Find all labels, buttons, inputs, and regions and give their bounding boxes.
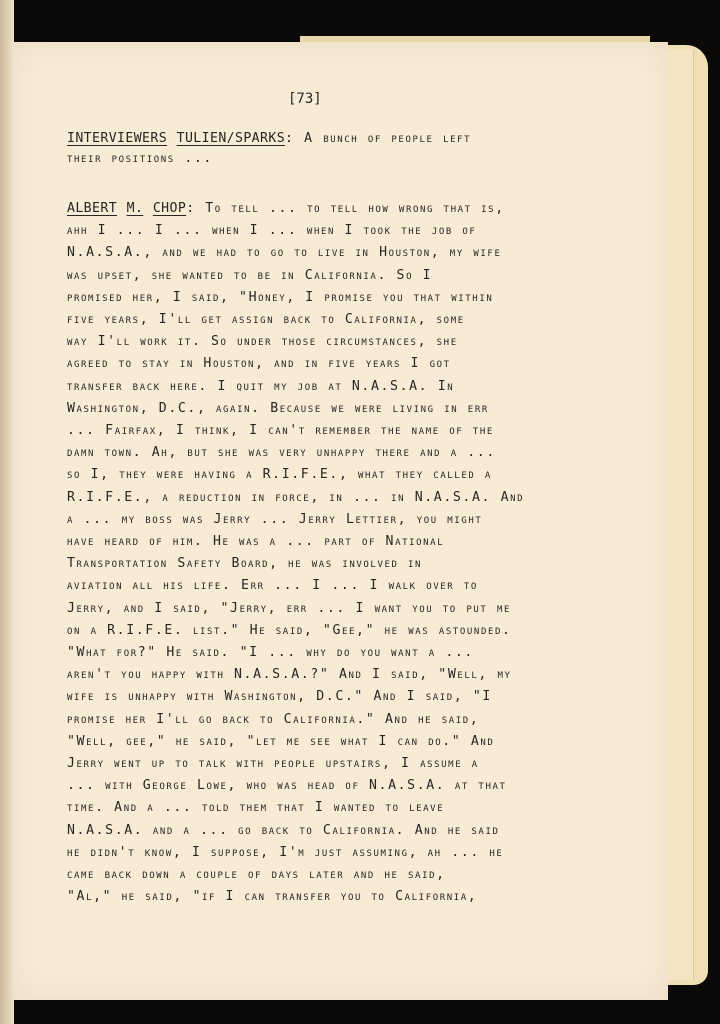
line-text: came back down a couple of days later and he said, <box>67 867 446 882</box>
transcript-line <box>67 533 444 551</box>
transcript-line <box>67 444 496 462</box>
line-text: "Well, gee," he said, "let me see what I can do." And <box>67 733 495 749</box>
transcript-line <box>67 400 489 418</box>
transcript-line <box>67 622 512 640</box>
transcript-line <box>67 511 482 529</box>
line-text: : To tell ... to tell how wrong that is, <box>186 201 505 216</box>
line-text: was upset, she wanted to be in California. So I <box>67 267 433 283</box>
line-text: N.A.S.A., and we had to go to live in Houston, my wife <box>67 245 502 261</box>
line-text: time. And a ... told them that I wanted to leave <box>67 800 445 816</box>
line-text: he didn't know, I suppose, I'm just assuming, ah ... he <box>67 844 504 860</box>
line-text: Jerry, and I said, "Jerry, err ... I want you to put me <box>67 600 511 616</box>
line-text: promise her I'll go back to California." And he said, <box>67 711 480 727</box>
transcript-line <box>67 755 479 773</box>
transcript-line <box>67 355 451 373</box>
line-text: aviation all his life. Err ... I ... I walk over to <box>67 578 478 594</box>
transcript-line <box>67 688 492 706</box>
line-text: ... with George Lowe, who was head of N.A.S.A. at that <box>67 778 507 794</box>
transcript-line <box>67 844 503 862</box>
line-text: "Al," he said, "if I can transfer you to California, <box>67 889 478 905</box>
transcript-line <box>67 555 422 573</box>
transcript-line <box>67 866 446 884</box>
line-text: aren't you happy with N.A.S.A.?" And I said, "Well, my <box>67 667 512 683</box>
line-text: ahh I ... I ... when I ... when I took the job of <box>67 223 477 239</box>
transcript-line <box>67 333 458 351</box>
transcript-line <box>67 711 479 729</box>
line-text: transfer back here. I quit my job at N.A.S.A. In <box>67 378 455 394</box>
line-text: their positions ... <box>67 151 213 166</box>
line-text: R.I.F.E., a reduction in force, in ... in N.A.S.A. And <box>67 489 525 505</box>
line-text: ... Fairfax, I think, I can't remember the name of the <box>67 423 494 438</box>
line-text: "What for?" He said. "I ... why do you want a ... <box>67 645 474 660</box>
line-text: so I, they were having a R.I.F.E., what they called a <box>67 467 492 483</box>
transcript-line <box>67 311 465 329</box>
speaker-name-part: CHOP <box>152 201 187 216</box>
line-text: a ... my boss was Jerry ... Jerry Lettier, you might <box>67 511 483 527</box>
line-text: damn town. Ah, but she was very unhappy there and a ... <box>67 445 496 461</box>
transcript-line <box>67 489 524 507</box>
transcript-line <box>67 422 494 440</box>
transcript-line <box>67 150 213 168</box>
document-page <box>12 42 668 1000</box>
transcript-line <box>67 222 476 240</box>
transcript-line <box>67 799 444 817</box>
transcript-line <box>67 733 494 751</box>
transcript-line <box>67 644 474 662</box>
line-text: way I'll work it. So under those circumstances, she <box>67 334 458 350</box>
transcript-line <box>67 888 477 906</box>
line-text: five years, I'll get assign back to California, some <box>67 312 465 327</box>
transcript-line <box>67 378 454 396</box>
speaker-name-part: INTERVIEWERS <box>67 131 168 146</box>
line-text: agreed to stay in Houston, and in five years I got <box>67 356 451 372</box>
transcript-line <box>67 777 507 795</box>
line-text: N.A.S.A. and a ... go back to California. And he said <box>67 822 500 838</box>
speaker-name-part: TULIEN/SPARKS <box>176 131 286 146</box>
line-text: : A bunch of people left <box>285 131 472 146</box>
line-text: have heard of him. He was a ... part of National <box>67 534 445 549</box>
line-text: promised her, I said, "Honey, I promise you that within <box>67 289 494 305</box>
transcript-line <box>67 577 478 595</box>
transcript-line <box>67 822 499 840</box>
transcript-line <box>67 666 512 684</box>
transcript-line <box>67 244 501 262</box>
line-text: on a R.I.F.E. list." He said, "Gee," he was astounded. <box>67 622 512 638</box>
transcript-line <box>67 600 511 618</box>
transcript-line <box>67 289 493 307</box>
line-text: Transportation Safety Board, he was involved in <box>67 556 423 572</box>
line-text: wife is unhappy with Washington, D.C." And I said, "I <box>67 689 492 705</box>
speaker-line <box>67 200 505 218</box>
speaker-name-part: ALBERT <box>67 201 118 216</box>
line-text: Jerry went up to talk with people upstairs, I assume a <box>67 756 479 771</box>
speaker-line <box>67 130 471 148</box>
speaker-name-part: M. <box>126 201 144 216</box>
page-number: [73] <box>288 91 322 107</box>
line-text: Washington, D.C., again. Because we were living in err <box>67 400 489 416</box>
transcript-line <box>67 267 432 285</box>
transcript-line <box>67 466 492 484</box>
